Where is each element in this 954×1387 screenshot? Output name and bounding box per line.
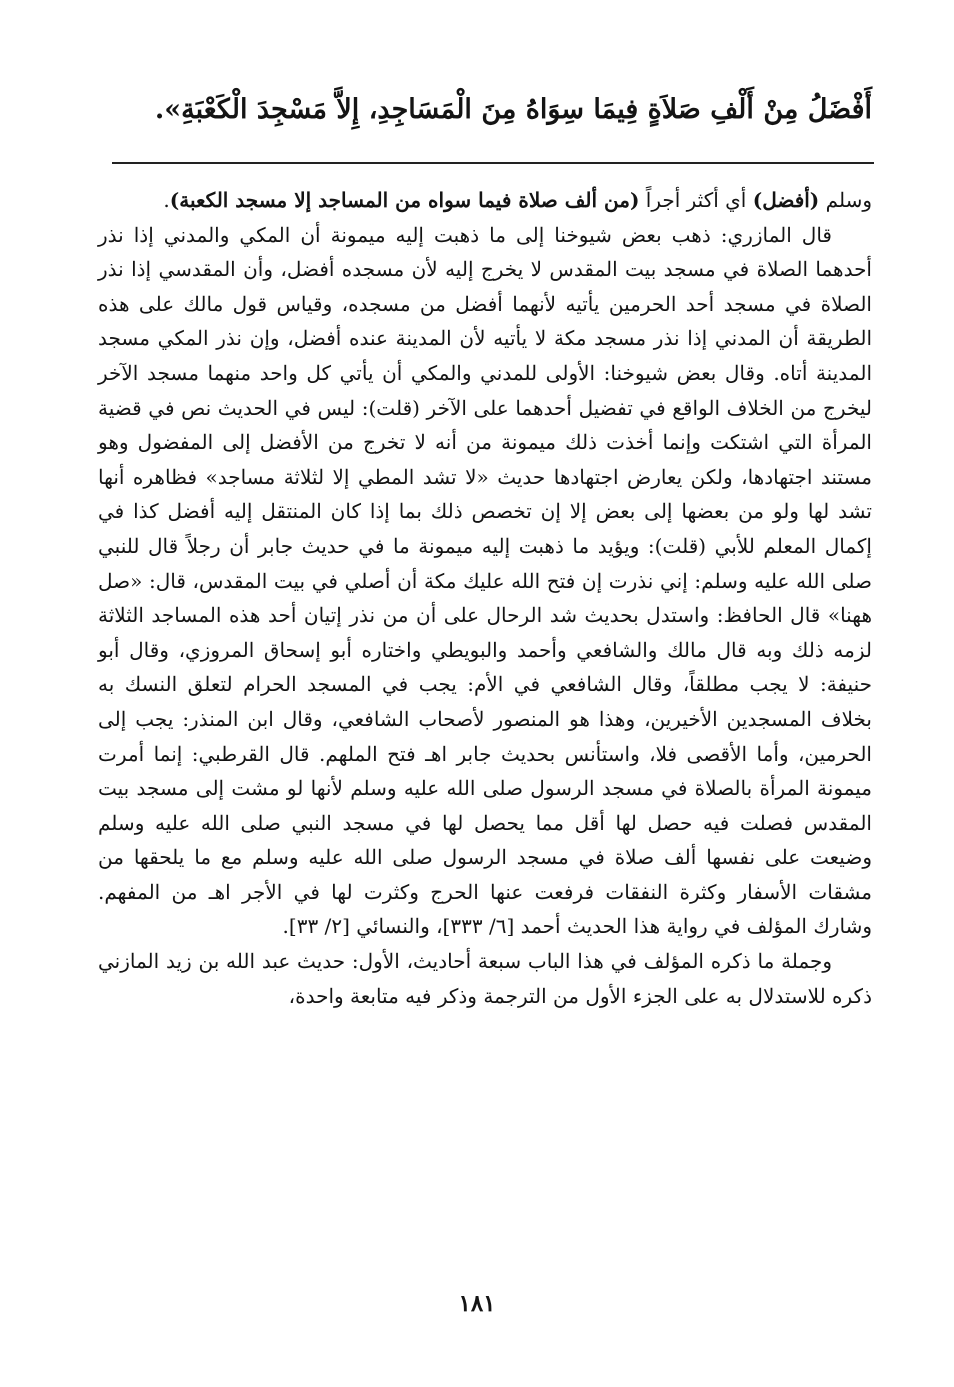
commentary-paragraph-3: وجملة ما ذكره المؤلف في هذا الباب سبعة أحاديث، الأول: حديث عبد الله بن زيد المازني ذكره للاستدلال به على الجزء الأول من الترجمة وذكر فيه متابعة واحدة، — [98, 949, 872, 1008]
sentence-end: . — [163, 188, 170, 212]
commentary-paragraph-1 — [98, 183, 872, 218]
term-explanation: أي أكثر أجراً — [645, 188, 747, 212]
quoted-phrase: (من ألف صلاة فيما سواه من المساجد إلا مسجد الكعبة) — [169, 188, 640, 212]
hadith-text: أَفْضَلُ مِنْ أَلْفِ صَلاَةٍ فِيمَا سِوَاهُ مِنَ الْمَسَاجِدِ، إِلاَّ مَسْجِدَ الْكَعْبَةِ». — [154, 94, 872, 125]
commentary-body — [98, 183, 872, 1013]
commentary-lead: وسلم — [825, 188, 872, 212]
divider-line — [112, 162, 874, 164]
page-number: ١٨١ — [458, 1290, 496, 1317]
commentary-paragraph-2: قال المازري: ذهب بعض شيوخنا إلى ما ذهبت إليه ميمونة أن المكي والمدني إذا نذر أحدهما الصلاة في مسجد بيت المقدس لا يخرج إليه لأن مسجده أفضل، وأن المقدسي إذا نذر الصلاة في مسجد أحد الحرمين يأتيه لأنهما أفضل من مسجده، وقياس قول مالك على هذه الطريقة أن المدني إذا نذر مسجد مكة لا يأتيه لأن المدينة عنده أفضل، وإن نذر المكي مسجد المدينة أتاه. وقال بعض شيوخنا: الأولى للمدني والمكي أن يأتي كل واحد منهما مسجد الآخر ليخرج من الخلاف الواقع في تفضيل أحدهما على الآخر (قلت): ليس في الحديث نص في قضية المرأة التي اشتكت وإنما أخذت ذلك ميمونة من أنه لا تخرج من الأفضل إلى المفضول وهو مستند اجتهادها، ولكن يعارض اجتهادها حديث «لا تشد المطي إلا لثلاثة مساجد» فظاهره أنها تشد لها ولو من بعضها إلى بعض إلا إن تخصص ذلك بما إذا كان المنتقل إليه أفضل كذا في إكمال المعلم للأبي (قلت): ويؤيد ما ذهبت إليه ميمونة ما في حديث جابر أن رجلاً قال للنبي صلى الله عليه وسلم: إني نذرت إن فتح الله عليك مكة أن أصلي في بيت المقدس، قال: «صل ههنا» قال الحافظ: واستدل بحديث شد الرحال على أن من نذر إتيان أحد هذه المساجد الثلاثة لزمه ذلك وبه قال مالك والشافعي وأحمد والبويطي واختاره أبو إسحاق المروزي، وقال أبو حنيفة: لا يجب مطلقاً، وقال الشافعي في الأم: يجب في المسجد الحرام لتعلق النسك به بخلاف المسجدين الأخيرين، وهذا هو المنصور لأصحاب الشافعي، وقال ابن المنذر: يجب إلى الحرمين، وأما الأقصى فلا، واستأنس بحديث جابر اهـ فتح الملهم. قال القرطبي: إنما أمرت ميمونة المرأة بالصلاة في مسجد الرسول صلى الله عليه وسلم لأنها لو مشت إلى مسجد بيت المقدس فصلت فيه حصل لها أقل مما يحصل لها في مسجد النبي صلى الله عليه وسلم وضيعت على نفسها ألف صلاة في مسجد الرسول صلى الله عليه وسلم مع ما يلحقها من مشقات الأسفار وكثرة النفقات فرفعت عنها الحرج وكثرت لها في الأجر اهـ من المفهم. وشارك المؤلف في رواية هذا الحديث أحمد [٦/ ٣٣٣]، والنسائي [٢/ ٣٣]. — [98, 222, 872, 939]
quoted-term: (أفضل) — [752, 188, 820, 212]
